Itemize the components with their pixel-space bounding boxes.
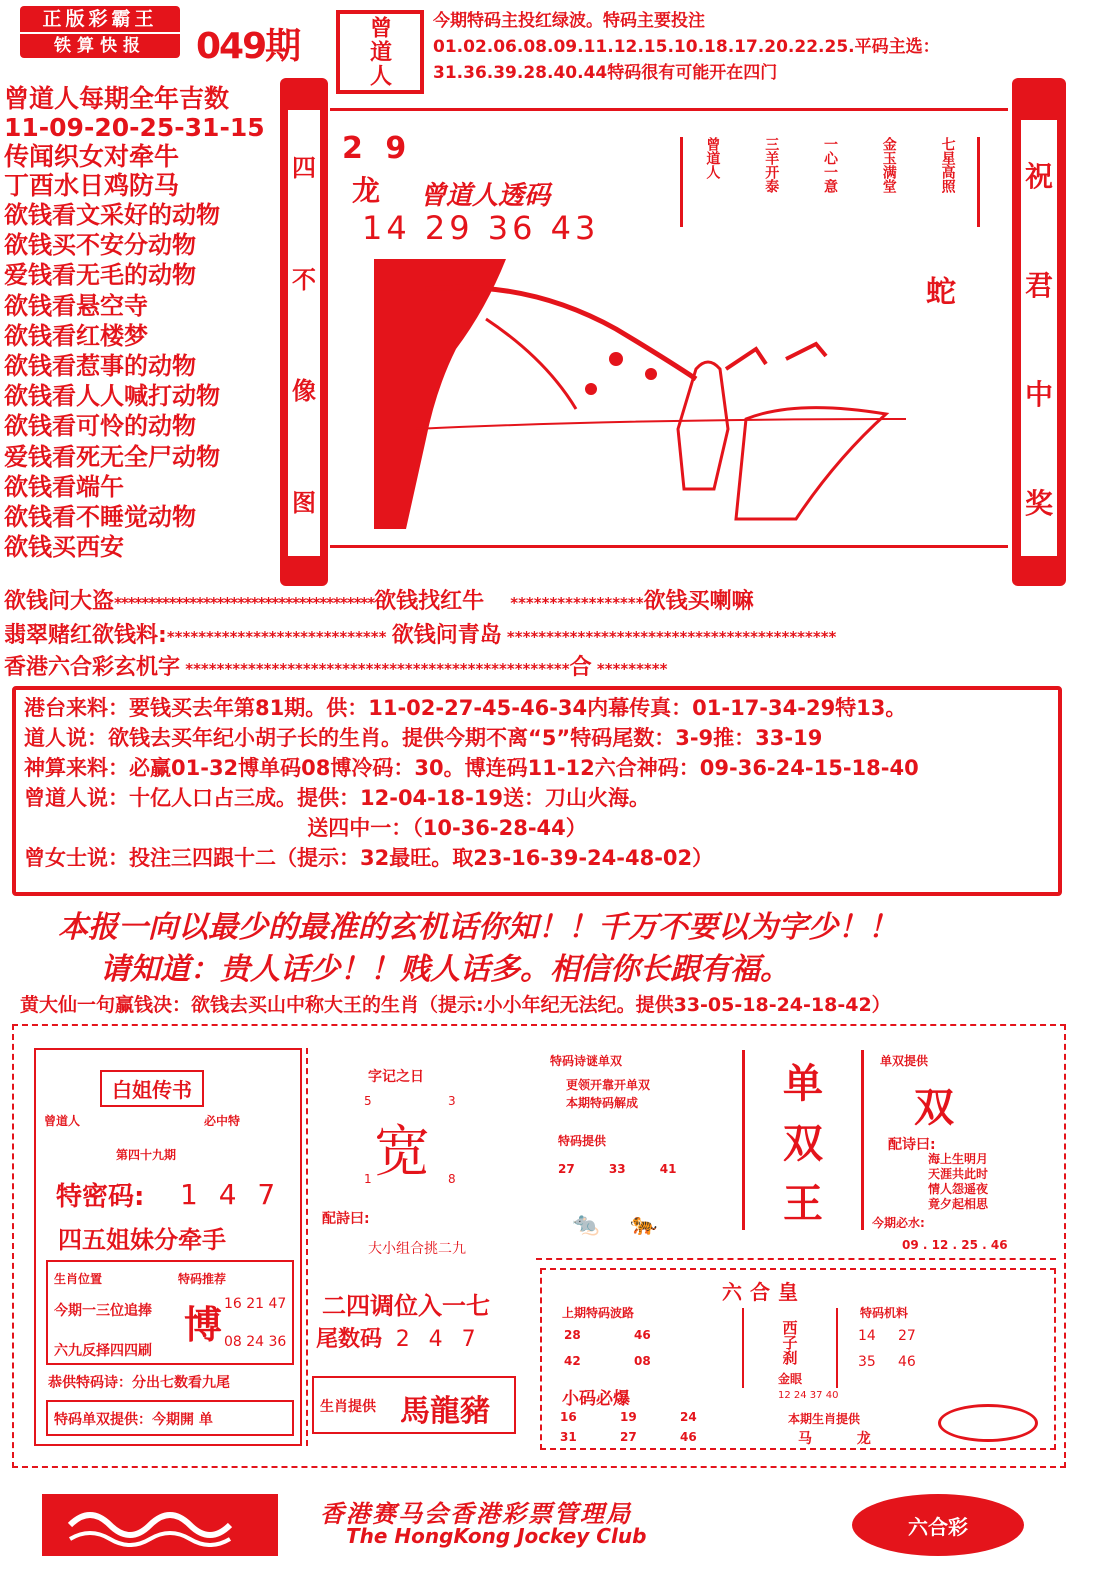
panel-c-num-3: 41 xyxy=(659,1162,677,1176)
scroll-verse-2: 三羊开泰 xyxy=(763,137,780,193)
panel-b-n3: 3 xyxy=(448,1094,456,1108)
panel-c-big-1: 单 xyxy=(783,1060,823,1107)
panel-c-big-3: 王 xyxy=(783,1180,823,1227)
left-column-line: 曾道人每期全年吉数 xyxy=(4,84,230,113)
cloud-pattern-icon xyxy=(60,1503,260,1547)
scroll-right-char-4: 奖 xyxy=(1024,486,1053,520)
left-column-line: 爱钱看无毛的动物 xyxy=(4,261,196,290)
blossom-2 xyxy=(645,368,657,380)
panel-a-zodiac-pos-label: 生肖位置 xyxy=(54,1272,103,1286)
scroll-verse-1: 曾道人 xyxy=(704,137,721,179)
gangtai-box xyxy=(12,686,1062,896)
panel-c-poem-4: 竟夕起相思 xyxy=(928,1197,989,1211)
masthead-logo xyxy=(20,6,180,58)
gangtai-line-4: 曾道人说：十亿人口占三成。提供：12-04-18-19送：刀山火海。 xyxy=(24,786,651,810)
left-column-line: 欲钱买不安分动物 xyxy=(4,231,196,260)
left-column-line: 爱钱看死无全尸动物 xyxy=(4,442,220,471)
panel-d-right-num-2: 27 xyxy=(898,1328,916,1344)
panel-d-left-num-2: 46 xyxy=(634,1328,651,1342)
panel-c-poem-3: 情人怨遥夜 xyxy=(928,1182,989,1196)
left-column-line: 丁酉水日鸡防马 xyxy=(4,171,180,200)
panel-c-poem-label: 配诗曰: xyxy=(888,1137,936,1153)
panel-a-bo-label: 特码推荐 xyxy=(178,1272,227,1286)
left-column-line: 欲钱买西安 xyxy=(4,533,124,562)
left-column-line: 欲钱看人人喊打动物 xyxy=(4,382,220,411)
panel-c-line-2: 本期特码解成 xyxy=(566,1096,639,1110)
bird-2 xyxy=(786,344,826,359)
scroll-left-char-1: 四 xyxy=(292,154,316,183)
gangtai-line-5: 送四中一：（10-36-28-44） xyxy=(307,816,587,840)
scroll-illustration xyxy=(366,249,926,539)
logo-top-text: 正版彩霸王 xyxy=(42,8,158,30)
panel-b-poem: 大小组合挑二九 xyxy=(368,1241,466,1257)
scroll-left-char-2: 不 xyxy=(292,265,316,294)
mid-line-3: 香港六合彩玄机字 *************************************************合 ********* xyxy=(4,655,668,680)
panel-a-issue: 第四十九期 xyxy=(116,1148,177,1162)
mid-line-2-left: 翡翠赌红欲钱料: xyxy=(4,623,167,648)
cliff-shape xyxy=(374,259,506,529)
panel-b-zodiac: 馬龍豬 xyxy=(400,1394,490,1429)
panel-d-left-num-1: 28 xyxy=(564,1328,581,1342)
scroll-verse-5: 七星高照 xyxy=(939,137,956,193)
scroll-title: 曾道人透码 xyxy=(420,181,551,211)
panel-d-left-nums xyxy=(564,1328,704,1368)
panel-d-title: 六合皇 xyxy=(722,1280,806,1304)
panel-b-zodiac-label: 生肖提供 xyxy=(320,1399,376,1415)
panel-b-poem-label: 配詩曰: xyxy=(322,1211,370,1227)
scroll-top-nums: 2 9 xyxy=(342,131,413,166)
panel-b-n1: 1 xyxy=(364,1172,372,1186)
slogan-line-2: 请知道：贵人话少！！贱人话多。相信你长跟有福。 xyxy=(100,952,790,987)
panel-c-provide: 特码提供 xyxy=(558,1134,607,1148)
left-column-line: 欲钱看不睡觉动物 xyxy=(4,503,196,532)
panel-a-mid-box xyxy=(46,1260,294,1365)
left-column-line: 欲钱看端午 xyxy=(4,472,124,501)
panel-d-center-box xyxy=(742,1308,838,1388)
footer-left-logo xyxy=(42,1494,278,1556)
panel-c-must-nums: 09 . 12 . 25 . 46 xyxy=(902,1238,1008,1252)
panel-d-zodiac-mark: 马 龙 xyxy=(798,1431,891,1447)
panel-a-dan xyxy=(46,1400,294,1436)
panel-b-slogan: 二四调位入一七 xyxy=(322,1292,490,1320)
panel-b-tail xyxy=(316,1322,482,1353)
gangtai-line-2: 道人说：欲钱去买年纪小胡子长的生肖。提供今期不离“5”特码尾数：3-9推：33-19 xyxy=(24,726,823,750)
panel-d-small-num-5: 27 xyxy=(620,1430,637,1444)
panel-a xyxy=(34,1048,302,1446)
panel-a-special-nums: 1 4 7 xyxy=(180,1178,282,1211)
panel-a-six-nine: 六九反择四四刷 xyxy=(54,1343,152,1359)
panel-c xyxy=(536,1040,1056,1260)
panel-d-center-small: 金眼 xyxy=(777,1372,802,1386)
panel-b-title: 字记之日 xyxy=(368,1069,424,1085)
mid-line-1: 欲钱问大盗**************************************欲钱找红牛 *****************欲钱买喇嘛 xyxy=(4,589,754,614)
left-column-line: 欲钱看惹事的动物 xyxy=(4,352,196,381)
figure-outline xyxy=(678,362,728,489)
left-column-line: 11-09-20-25-31-15 xyxy=(4,113,265,142)
panel-b xyxy=(306,1048,520,1446)
scroll-verse-block xyxy=(680,137,980,227)
scroll-right-panel xyxy=(1019,118,1059,558)
panel-d-right-num-1: 14 xyxy=(858,1328,876,1344)
scroll-picture xyxy=(330,108,1008,548)
issue-number: 049期 xyxy=(196,26,300,67)
panel-d-small-num-6: 46 xyxy=(680,1430,697,1444)
left-column-line: 传闻织女对牵牛 xyxy=(4,142,180,171)
panel-d-zodiac-label: 本期生肖提供 xyxy=(788,1412,861,1426)
panel-a-poem: 四五姐妹分牵手 xyxy=(58,1226,226,1254)
bird-1 xyxy=(726,349,766,369)
logo-bottom-text: 铁算快报 xyxy=(20,32,180,58)
scroll-right-char-3: 中 xyxy=(1024,377,1053,411)
panel-b-big-char: 宽 xyxy=(374,1120,430,1185)
panel-d-small-num-1: 16 xyxy=(560,1410,577,1424)
footer-chinese: 香港赛马会香港彩票管理局 xyxy=(320,1499,632,1528)
header-note: 今期特码主投红绿波。特码主要投注01.02.06.08.09.11.12.15.10.18.17.20.22.25.平码主选：31.36.39.28.40.44特码很有可能开在四门 xyxy=(433,11,940,83)
scroll-numbers: 14 29 36 43 xyxy=(362,209,600,247)
blossom-1 xyxy=(609,352,623,366)
panel-c-right-big: 双 xyxy=(914,1085,954,1131)
scroll-left-char-4: 图 xyxy=(292,488,316,517)
panel-a-bo-nums-1: 16 21 47 xyxy=(224,1296,287,1312)
panel-d-small-num-3: 24 xyxy=(680,1410,697,1424)
seal-stamp xyxy=(336,10,424,94)
panel-b-zodiac-box xyxy=(312,1376,516,1434)
gangtai-line-6: 曾女士说：投注三四跟十二（提示：32最旺。取23-16-39-24-48-02） xyxy=(24,846,714,870)
panel-d-right-title: 特码机料 xyxy=(860,1306,909,1320)
scroll-dragon: 龙 xyxy=(352,174,381,207)
scroll-verse-4: 金玉满堂 xyxy=(880,137,897,193)
mid-line-2: 翡翠赌红欲钱料:**************************** 欲钱问青岛 ****************************************** xyxy=(4,623,837,648)
panel-a-right-note: 必中特 xyxy=(204,1114,241,1128)
mid-line-1-right: 欲钱买喇嘛 xyxy=(643,589,754,614)
left-column xyxy=(4,84,284,562)
panel-b-tail-label: 尾数码 xyxy=(316,1327,383,1352)
panel-c-poem xyxy=(928,1152,988,1212)
scroll-right-char-2: 君 xyxy=(1024,268,1053,302)
panel-a-dan-value: 今期開 单 xyxy=(152,1412,213,1428)
gangtai-line-3: 神算来料：必赢01-32博单码08博冷码：30。博连码11-12六合神码：09-36-24-15-18-40 xyxy=(24,756,919,780)
panel-d-center-big: 西子刹 xyxy=(780,1319,799,1365)
panel-d-right-num-4: 46 xyxy=(898,1354,916,1370)
panel-d-small-num-2: 19 xyxy=(620,1410,637,1424)
panel-c-poem-2: 天涯共此时 xyxy=(928,1167,989,1181)
panel-a-bo-nums-2: 08 24 36 xyxy=(224,1334,287,1350)
left-column-line: 欲钱看悬空寺 xyxy=(4,291,148,320)
slogan-line-1: 本报一向以最少的最准的玄机话你知！！千万不要以为字少！！ xyxy=(58,910,898,945)
panel-c-big-box xyxy=(742,1050,864,1230)
rock-shape xyxy=(736,408,886,519)
gangtai-line-1: 港台来料：要钱买去年第81期。供：11-02-27-45-46-34内幕传真：01-17-34-29特13。 xyxy=(24,696,907,720)
panel-c-title: 特码诗谜单双 xyxy=(550,1054,623,1068)
scroll-verse-3: 一心一意 xyxy=(821,137,838,193)
panel-a-zodiac-pos-text: 今期一三位追捧 xyxy=(54,1303,152,1319)
seal-text: 曾道人 xyxy=(366,16,393,88)
scroll-left-char-3: 像 xyxy=(292,377,316,406)
panel-c-line-1: 更领开靠开单双 xyxy=(566,1078,651,1092)
footer-right-logo xyxy=(852,1494,1024,1556)
panel-b-n5: 5 xyxy=(364,1094,372,1108)
panel-d-right-nums xyxy=(858,1328,938,1370)
panel-a-special-label: 特密码: xyxy=(56,1182,145,1212)
mid-line-1-mid: 欲钱找红牛 xyxy=(374,589,485,614)
panel-c-poem-1: 海上生明月 xyxy=(928,1152,989,1166)
huangdaxian-line: 黄大仙一句赢钱决：欲钱去买山中称大王的生肖（提示:小小年纪无法纪。提供33-05-18-24-18-42） xyxy=(20,994,891,1016)
scroll-snake: 蛇 xyxy=(926,275,956,310)
scroll-left-panel xyxy=(286,108,322,558)
panel-a-title: 白姐传书 xyxy=(100,1070,204,1107)
panel-d-left-num-4: 08 xyxy=(634,1354,651,1368)
panel-d-right-num-3: 35 xyxy=(858,1354,876,1370)
tree-branch-2 xyxy=(486,319,576,409)
panel-c-right-title: 单双提供 xyxy=(880,1054,929,1068)
ground-line xyxy=(416,419,906,429)
panel-d-small-num-4: 31 xyxy=(560,1430,577,1444)
left-column-line: 欲钱看文采好的动物 xyxy=(4,201,220,229)
mid-line-3-left: 香港六合彩玄机字 xyxy=(4,655,181,680)
panel-b-tail-nums: 2 4 7 xyxy=(395,1327,482,1352)
panel-a-bo: 博 xyxy=(184,1303,223,1347)
panel-d-small-nums xyxy=(560,1410,740,1444)
panel-d-bottom-nums: 12 24 37 40 xyxy=(778,1390,839,1401)
panel-d xyxy=(540,1268,1056,1450)
panel-c-num-2: 33 xyxy=(608,1162,626,1176)
footer-english: The HongKong Jockey Club xyxy=(346,1524,647,1548)
panel-c-nums xyxy=(558,1162,676,1176)
panel-d-oval-seal xyxy=(938,1404,1038,1442)
panel-d-small-label: 小码必爆 xyxy=(562,1389,630,1409)
blossom-3 xyxy=(585,383,597,395)
left-column-line: 欲钱看红楼梦 xyxy=(4,321,148,350)
panel-a-left-note: 曾道人 xyxy=(44,1114,81,1128)
panel-c-big-2: 双 xyxy=(783,1120,823,1167)
panel-b-n8: 8 xyxy=(448,1172,456,1186)
panel-c-animals: 🐀 🐅 xyxy=(572,1212,658,1237)
mid-line-2-mid: 欲钱问青岛 xyxy=(391,623,502,648)
panel-a-special-poem: 恭供特码诗：分出七数看九尾 xyxy=(48,1375,230,1391)
panel-a-dan-label: 特码单双提供： xyxy=(54,1412,152,1428)
mid-line-1-left: 欲钱问大盗 xyxy=(4,589,115,614)
panel-d-left-num-3: 42 xyxy=(564,1354,581,1368)
left-column-line: 欲钱看可怜的动物 xyxy=(4,412,196,441)
footer-right-logo-text: 六合彩 xyxy=(908,1514,968,1539)
panel-d-last-label: 上期特码波路 xyxy=(562,1306,635,1320)
panel-c-must-label: 今期必水: xyxy=(872,1216,925,1230)
panel-c-num-1: 27 xyxy=(558,1162,575,1176)
mid-line-3-mid: 合 xyxy=(569,655,592,680)
scroll-right-char-1: 祝 xyxy=(1024,159,1053,193)
